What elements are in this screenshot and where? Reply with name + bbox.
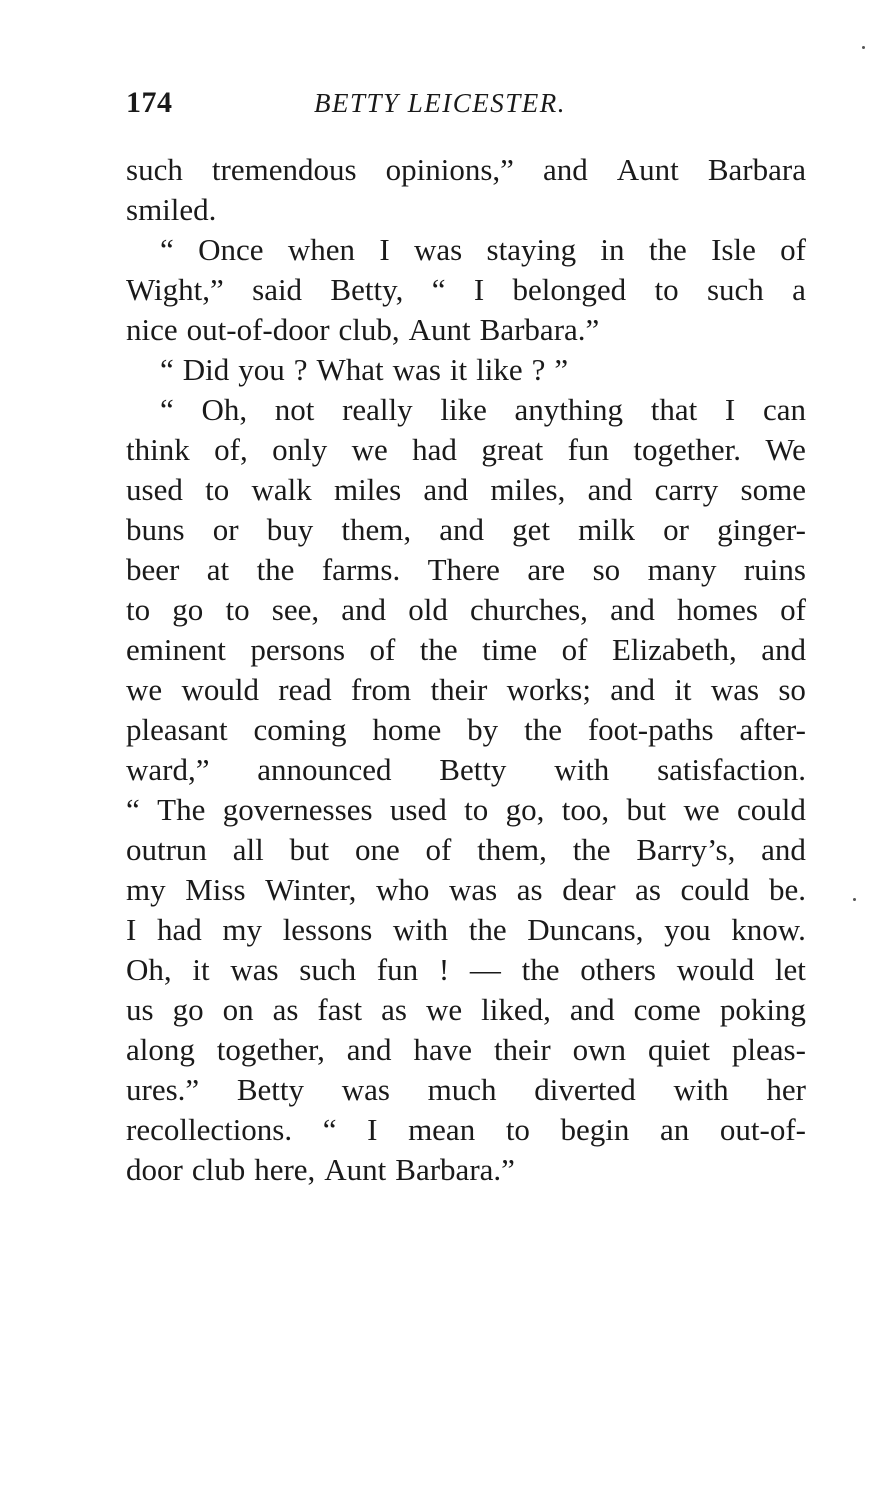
text-line: I had my lessons with the Duncans, you know.: [126, 912, 806, 947]
text-line: my Miss Winter, who was as dear as could be.: [126, 872, 806, 907]
paper-speck: [853, 898, 856, 901]
text-line: recollections. “ I mean to begin an out-of-: [126, 1112, 806, 1147]
text-line: such tremendous opinions,” and Aunt Barbara: [126, 152, 806, 187]
text-line: beer at the farms. There are so many ruins: [126, 552, 806, 587]
text-line: along together, and have their own quiet pleas-: [126, 1032, 806, 1067]
text-line: ures.” Betty was much diverted with her: [126, 1072, 806, 1107]
text-line: nice out-of-door club, Aunt Barbara.”: [126, 312, 600, 347]
text-line: used to walk miles and miles, and carry some: [126, 472, 806, 507]
body-text: [126, 150, 806, 1190]
text-line: to go to see, and old churches, and homes of: [126, 592, 806, 627]
text-line: Wight,” said Betty, “ I belonged to such a: [126, 272, 806, 307]
text-line: smiled.: [126, 192, 217, 227]
text-line: “ Once when I was staying in the Isle of: [160, 232, 806, 267]
text-line: “ The governesses used to go, too, but we could: [126, 792, 806, 827]
text-line: “ Oh, not really like anything that I can: [160, 392, 806, 427]
text-line: door club here, Aunt Barbara.”: [126, 1152, 515, 1187]
running-head: [126, 86, 806, 126]
running-title: BETTY LEICESTER.: [314, 88, 567, 118]
text-line: us go on as fast as we liked, and come poking: [126, 992, 806, 1027]
text-line: Oh, it was such fun ! — the others would let: [126, 952, 806, 987]
paper-speck: [862, 46, 865, 49]
text-line: “ Did you ? What was it like ? ”: [160, 352, 569, 387]
text-line: we would read from their works; and it was so: [126, 672, 806, 707]
page-number: 174: [126, 86, 173, 119]
text-line: ward,” announced Betty with satisfaction.: [126, 752, 806, 787]
text-line: eminent persons of the time of Elizabeth, and: [126, 632, 806, 667]
text-line: think of, only we had great fun together. We: [126, 432, 806, 467]
text-line: pleasant coming home by the foot-paths after-: [126, 712, 806, 747]
text-line: outrun all but one of them, the Barry’s, and: [126, 832, 806, 867]
text-line: buns or buy them, and get milk or ginger-: [126, 512, 806, 547]
